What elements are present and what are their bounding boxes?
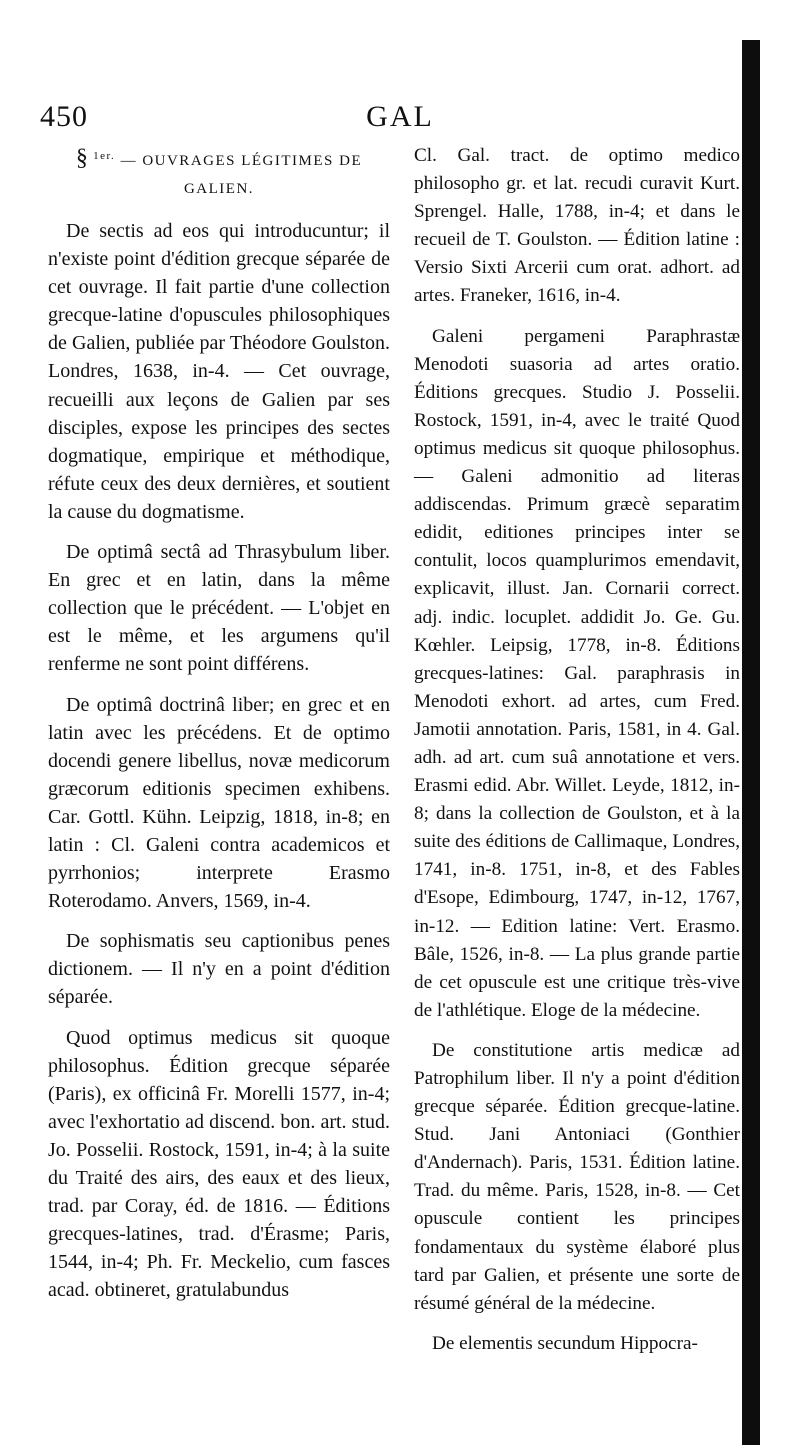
section-number: 1er. bbox=[93, 150, 116, 162]
entry-galeni-pergameni: Galeni pergameni Paraphrastæ Menodoti suasoria ad artes oratio. Éditions grecques. Studio J. Posselii. Rostock, 1591, in-4, avec le traité Quod optimus medicus sit quoque philosophus. — Galeni admonitio ad literas addiscendas. Primum græcè separatim edidit, editiones principes inter se contulit, locos quamplurimos emendavit, explicavit, illust. Jan. Cornarii correct. adj. indic. locuplet. addidit Jo. Ge. Gu. Kœhler. Leipsig, 1778, in-8. Éditions grecques-latines: Gal. paraphrasis in Menodoti exhort. ad artes, cum Fred. Jamotii annotation. Paris, 1581, in 4. Gal. adh. ad art. cum suâ annotatione et vers. Erasmi edid. Abr. Willet. Leyde, 1812, in-8; dans la collection de Goulston, et à la suite des éditions de Callimaque, Londres, 1741, in-8. 1751, in-8, et des Fables d'Esope, Edimbourg, 1747, in-12, 1767, in-12. — Edition latine: Vert. Erasmo. Bâle, 1526, in-8. — La plus grande partie de cet opuscule est une critique très-vive de l'athlétique. Eloge de la médecine. bbox=[414, 325, 740, 1021]
page-edge-shadow bbox=[742, 40, 760, 1445]
section-heading bbox=[48, 142, 390, 203]
entry-de-optima-doctrina: De optimâ doctrinâ liber; en grec et en latin avec les précédens. Et de optimo docendi genere libellus, novæ medicorum græcorum editionis specimen exhibens. Car. Gottl. Kühn. Leipzig, 1818, in-8; en latin : Cl. Galeni contra academicos et pyrrhonios; interprete Erasmo Roterodamo. Anvers, 1569, in-4. bbox=[48, 693, 390, 913]
entry-continuation: Cl. Gal. tract. de optimo medico philosopho gr. et lat. recudi curavit Kurt. Sprengel. Halle, 1788, in-4; et dans le recueil de T. Goulston. — Édition latine : Versio Sixti Arcerii cum orat. adhort. ad artes. Franeker, 1616, in-4. bbox=[414, 145, 740, 307]
running-head: GAL bbox=[366, 100, 434, 133]
left-column bbox=[48, 142, 390, 1316]
section-title: — OUVRAGES LÉGITIMES DE GALIEN. bbox=[120, 153, 363, 197]
entry-de-elementis: De elementis secundum Hippocra- bbox=[432, 1332, 698, 1354]
entry-quod-optimus-medicus: Quod optimus medicus sit quoque philosophus. Édition grecque séparée (Paris), ex officinâ Fr. Morelli 1577, in-4; avec l'exhortatio ad discend. bon. art. stud. Jo. Posselii. Rostock, 1591, in-4; à la suite du Traité des airs, des eaux et des lieux, trad. par Coray, éd. de 1816. — Éditions grecques-latines, trad. d'Érasme; Paris, 1544, in-4; Ph. Fr. Meckelio, cum fasces acad. obtineret, gratulabundus bbox=[48, 1026, 390, 1302]
right-column bbox=[414, 142, 740, 1370]
section-mark: § bbox=[75, 145, 88, 171]
entry-de-constitutione: De constitutione artis medicæ ad Patrophilum liber. Il n'y a point d'édition grecque séparée. Édition grecque-latine. Stud. Jani Antoniaci (Gonthier d'Andernach). Paris, 1531. Édition latine. Trad. du même. Paris, 1528, in-8. — Cet opuscule contient les principes fondamentaux du système élaboré plus tard par Galien, et présente une sorte de résumé général de la médecine. bbox=[414, 1039, 740, 1314]
entry-de-sectis: De sectis ad eos qui introducuntur; il n'existe point d'édition grecque séparée de cet ouvrage. Il fait partie d'une collection grecque-latine d'opuscules philosophiques de Galien, publiée par Théodore Goulston. Londres, 1638, in-4. — Cet ouvrage, recueilli aux leçons de Galien par ses disciples, expose les principes des sectes dogmatique, empirique et méthodique, réfute ceux des deux dernières, et soutient la cause du dogmatisme. bbox=[48, 220, 390, 523]
entry-de-optima-secta: De optimâ sectâ ad Thrasybulum liber. En grec et en latin, dans la même collection que le précédent. — L'objet en est le même, et les argumens qu'il renferme ne sont point différens. bbox=[48, 541, 390, 676]
page-number: 450 bbox=[40, 100, 88, 133]
entry-de-sophismatis: De sophismatis seu captionibus penes dictionem. — Il n'y en a point d'édition séparée. bbox=[48, 930, 390, 1009]
